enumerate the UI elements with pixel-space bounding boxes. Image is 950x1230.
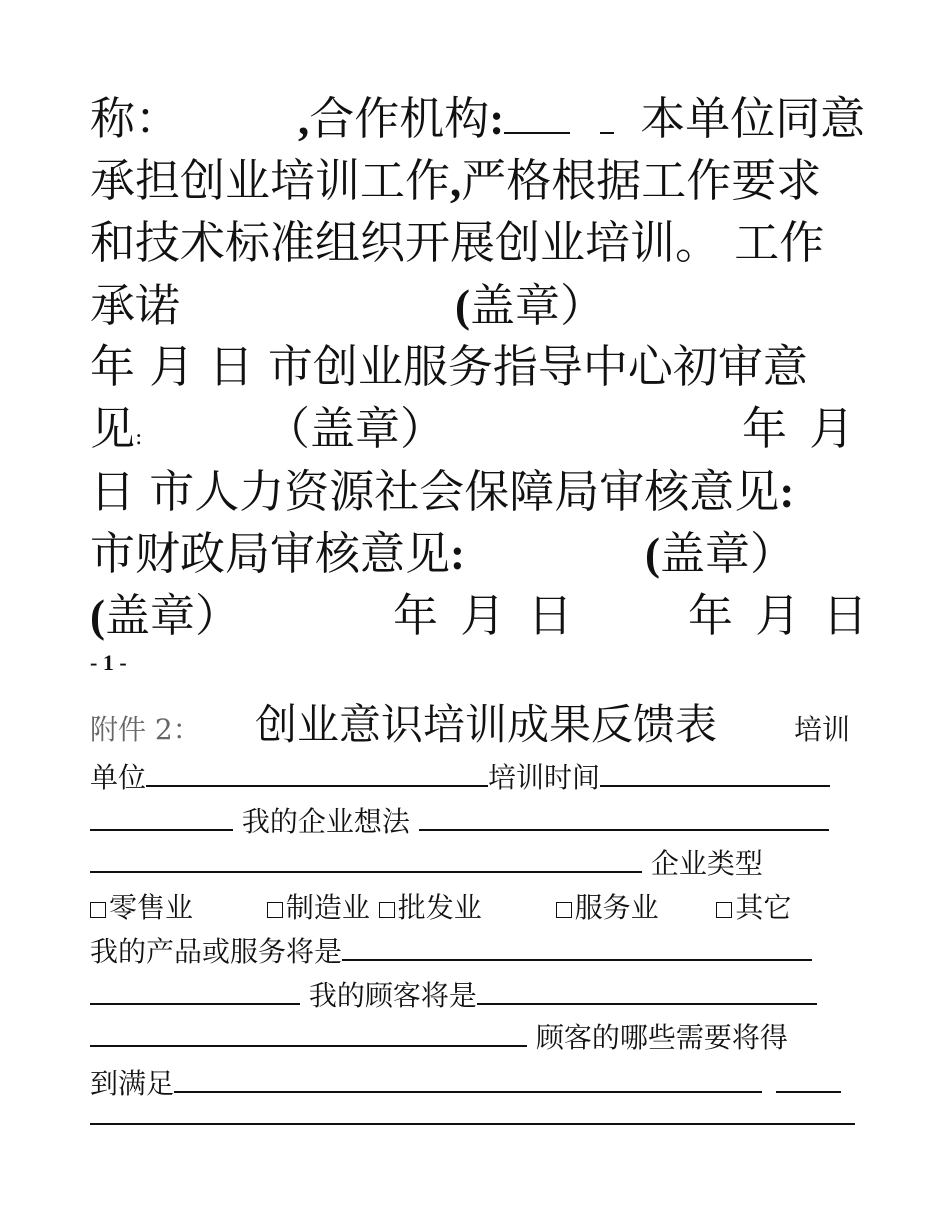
- idea-field-2[interactable]: [90, 870, 642, 873]
- line-1: [90, 92, 866, 148]
- label-name: 称：: [90, 92, 181, 145]
- label-needs: 顾客的哪些需要将得: [535, 1021, 788, 1054]
- unit-field[interactable]: [146, 784, 488, 787]
- row-satisfied: [90, 1067, 841, 1100]
- customer-field-2[interactable]: [90, 1044, 527, 1047]
- text-agree: 本单位同意: [640, 92, 866, 145]
- date-3: 年 月 日: [393, 589, 573, 642]
- date-2: 年 月: [742, 402, 855, 455]
- needs-field-3[interactable]: [90, 1122, 855, 1125]
- row-unit: [90, 761, 830, 794]
- label-satisfied: 到满足: [90, 1067, 175, 1100]
- comma: ,: [298, 94, 310, 144]
- comma: ,: [450, 156, 462, 206]
- needs-field-2[interactable]: [776, 1090, 841, 1093]
- checkbox-icon: [90, 902, 106, 918]
- checkbox-icon: [716, 902, 732, 918]
- option-retail[interactable]: 零售业: [90, 891, 193, 924]
- label-business-type: 企业类型: [650, 847, 763, 880]
- row-customer: [90, 979, 817, 1012]
- row-needs: [90, 1021, 788, 1054]
- label-time: 培训时间: [488, 761, 601, 794]
- option-other[interactable]: 其它: [716, 891, 791, 924]
- idea-field-start[interactable]: [90, 828, 233, 831]
- product-field[interactable]: [342, 958, 812, 961]
- checkbox-icon: [556, 902, 572, 918]
- line-3: 和技术标准组织开展创业培训。 工作: [90, 216, 825, 269]
- label-training: 培训: [794, 713, 851, 746]
- blank-partner: [504, 131, 570, 134]
- time-field[interactable]: [600, 784, 830, 787]
- option-service[interactable]: 服务业: [556, 891, 659, 924]
- label-idea: 我的企业想法: [241, 805, 410, 838]
- date-4: 年 月 日: [688, 589, 868, 642]
- line-7: 日 市人力资源社会保障局审核意见:: [90, 465, 795, 518]
- line-8: 市财政局审核意见:: [90, 527, 466, 580]
- row-idea: [90, 805, 829, 838]
- seal-1: (盖章）: [455, 279, 606, 332]
- line-6: 见:: [90, 402, 143, 455]
- colon: :: [489, 94, 505, 144]
- option-wholesale[interactable]: 批发业: [379, 891, 482, 924]
- line-5: 年 月 日 市创业服务指导中心初审意: [90, 340, 808, 393]
- label-unit: 单位: [90, 761, 147, 794]
- row-product: [90, 935, 812, 968]
- idea-field[interactable]: [419, 828, 829, 831]
- customer-field[interactable]: [477, 1002, 817, 1005]
- label-product: 我的产品或服务将是: [90, 935, 343, 968]
- row-type-options: [90, 891, 792, 924]
- label-customer: 我的顾客将是: [308, 979, 477, 1012]
- text-requirements: 严格根据工作要求: [461, 154, 822, 207]
- page-number: - 1 -: [90, 650, 127, 675]
- product-field-2[interactable]: [90, 1002, 300, 1005]
- row-type-label: [90, 847, 763, 880]
- line-2: [90, 154, 822, 210]
- row-blank: [90, 1112, 855, 1128]
- checkbox-icon: [267, 902, 283, 918]
- attachment-label: 附件 2：: [90, 713, 201, 746]
- form-title: 创业意识培训成果反馈表: [255, 700, 718, 749]
- checkbox-icon: [379, 902, 395, 918]
- text-promise: 承诺: [90, 279, 181, 332]
- seal-2: （盖章）: [265, 402, 446, 455]
- line-9: (盖章）: [90, 589, 241, 642]
- option-manufacturing[interactable]: 制造业: [267, 891, 370, 924]
- text-opinion: 见: [90, 402, 136, 455]
- seal-3: (盖章）: [645, 527, 796, 580]
- needs-field[interactable]: [174, 1090, 762, 1093]
- blank-partner-2: [600, 131, 614, 134]
- text-undertake: 承担创业培训工作: [90, 154, 451, 207]
- line-4: [90, 279, 181, 335]
- label-partner: 合作机构: [309, 92, 490, 145]
